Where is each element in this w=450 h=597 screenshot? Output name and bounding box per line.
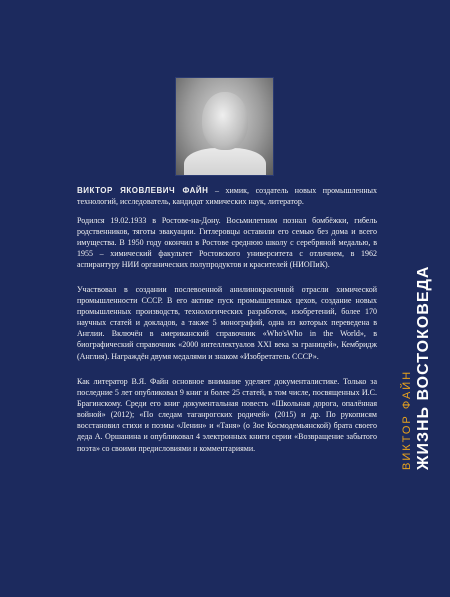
author-name: ВИКТОР ЯКОВЛЕВИЧ ФАЙН bbox=[77, 186, 209, 195]
author-portrait bbox=[175, 77, 274, 176]
cover-spine-text bbox=[400, 0, 440, 470]
bio-paragraph-3: Как литератор В.Я. Файн основное внимание уделяет документалистике. Только за последние 5 лет опубликовал 9 книг и более 25 статей, в том числе, посвященных И.С. Брагинскому. Среди его книг документальная повесть «Школьная дорога, опалённая войной» (2012); «По следам таганрогских родичей» (2015) и др. По рукописям восстановил стихи и поэмы «Ленин» и «Таня» (о Зое Космодемьянской) брата своего деда А. Оршанина и опубликовал 4 электронных книги серии «Возвращение забытого поэта» со своими предисловиями и комментариями. bbox=[77, 377, 377, 453]
bio-paragraph-2: Участвовал в создании послевоенной анилинокрасочной отрасли химической промышленности СССР. В его активе пуск промышленных цехов, создание новых промышленных производств, технологических разработок, изобретений, более 170 научных статей и докладов, а также 5 монографий, одна из которых переведена в Англии. Включён в американский справочник «Who'sWho in the World», в биографический справочник «2000 интеллектуалов XXI века за границей», Кембридж (Англия). Награждён двумя медалями и знаком «Изобретатель СССР». bbox=[77, 285, 377, 361]
bio-intro bbox=[77, 185, 377, 207]
spine-title: ЖИЗНЬ ВОСТОКОВЕДА bbox=[415, 265, 432, 470]
portrait-face bbox=[202, 92, 248, 150]
portrait-shirt bbox=[184, 148, 266, 176]
bio-intro-text: – химик, создатель новых промышленных технологий, исследователь, кандидат химических наук, литератор. bbox=[77, 186, 378, 207]
spine-author: ВИКТОР ФАЙН bbox=[401, 369, 413, 470]
bio-paragraph-1: Родился 19.02.1933 в Ростове-на-Дону. Восьмилетним познал бомбёжки, гибель родственников, тяготы эвакуации. Гитлеровцы оставили его семью без дома и всего имущества. В 1950 году окончил в Ростове среднюю школу с серебряной медалью, в 1955 – химический факультет Ростовского университета с отличием, в 1962 аспирантуру НИИ органических полупродуктов и красителей (НИОПиК). bbox=[77, 216, 377, 270]
